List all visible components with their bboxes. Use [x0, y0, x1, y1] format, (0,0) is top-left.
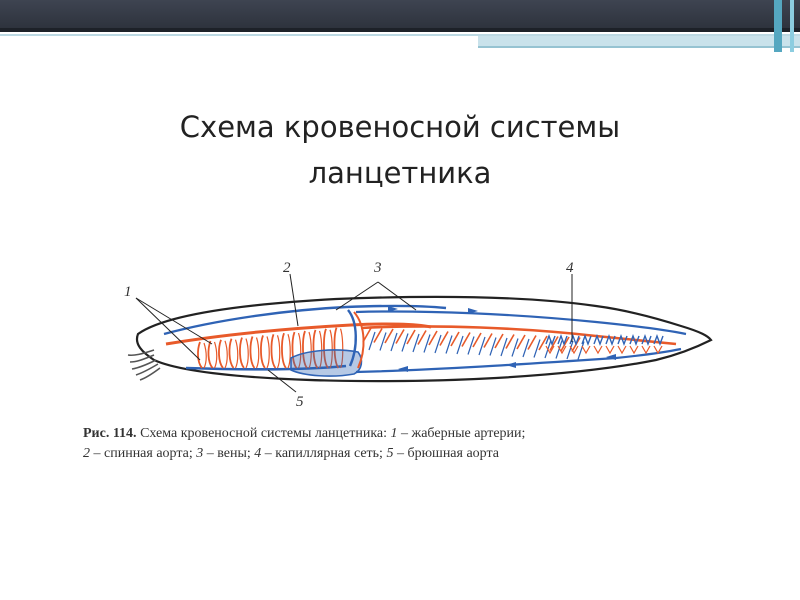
- artery-branch: [407, 330, 415, 344]
- pointer-2: [290, 274, 298, 326]
- accent-line-lower: [478, 46, 800, 48]
- artery-branch: [484, 334, 492, 348]
- slide-title-line-1: Схема кровеносной системы: [179, 110, 621, 144]
- gill-artery: [198, 342, 202, 368]
- flow-arrow: [506, 362, 516, 368]
- gill-artery: [229, 339, 233, 368]
- figure-label-3: 3: [374, 260, 382, 276]
- artery-branch: [396, 330, 404, 344]
- caption-line-2: [83, 444, 723, 464]
- capillary-loop: [630, 336, 639, 344]
- caption-t2: – спинная аорта;: [93, 446, 193, 461]
- figure-label-1: 1: [124, 284, 132, 300]
- caption-line-1: [83, 424, 723, 444]
- oral-tentacles: [128, 350, 160, 380]
- slide-title: [60, 104, 740, 196]
- caption-prefix: Рис. 114.: [83, 426, 137, 441]
- artery-branch: [440, 332, 448, 346]
- gill-artery-return: [225, 341, 227, 368]
- gill-artery: [271, 334, 275, 368]
- artery-branch: [473, 333, 481, 347]
- caption-n2: 2: [83, 446, 90, 461]
- caption-t1: – жаберные артерии;: [401, 426, 526, 441]
- pointer-5: [268, 370, 296, 392]
- vein-branch: [578, 342, 584, 360]
- figure-caption: [83, 424, 723, 464]
- side-accent-mark: [774, 0, 782, 52]
- gill-artery-return: [288, 334, 290, 368]
- gill-artery-return: [278, 335, 280, 368]
- caption-title: Схема кровеносной системы ланцетника:: [140, 426, 388, 441]
- slide-title-line-2: ланцетника: [308, 156, 492, 190]
- caption-n5: 5: [386, 446, 394, 461]
- caption-t3: – вены;: [206, 446, 251, 461]
- figure-label-4: 4: [566, 260, 574, 276]
- gill-artery: [261, 335, 265, 368]
- gill-artery: [250, 337, 254, 369]
- gill-artery: [240, 338, 244, 368]
- slide-top-bar: [0, 0, 800, 28]
- gill-artery: [219, 340, 223, 368]
- gill-artery-return: [257, 338, 259, 369]
- caption-n4: 4: [254, 446, 262, 461]
- lancelet-circulation-figure: [96, 252, 736, 422]
- pointer-1a: [136, 298, 212, 344]
- artery-branch: [374, 329, 382, 343]
- artery-branch: [385, 329, 393, 343]
- caption-n3: 3: [196, 446, 204, 461]
- capillary-loop-red: [582, 346, 590, 353]
- capillary-net: [546, 336, 663, 353]
- side-accent-mark-light: [790, 0, 794, 52]
- gill-artery: [208, 341, 212, 368]
- capillary-loop-red: [606, 346, 614, 353]
- capillary-loop: [642, 336, 651, 344]
- accent-block: [478, 36, 800, 46]
- caption-t4: – капиллярная сеть;: [264, 446, 383, 461]
- artery-branch: [517, 335, 525, 349]
- artery-branch: [528, 336, 536, 350]
- figure-drawing: [96, 252, 736, 422]
- artery-branch: [506, 335, 514, 349]
- flow-arrows: [388, 306, 616, 372]
- gill-artery-return: [267, 336, 269, 368]
- caption-n1: 1: [390, 426, 398, 441]
- artery-branch: [429, 331, 437, 345]
- gill-artery-return: [236, 340, 238, 368]
- gill-artery-return: [215, 342, 217, 368]
- gill-artery-return: [204, 343, 206, 368]
- figure-label-5: 5: [296, 394, 304, 410]
- capillary-loop-red: [594, 346, 602, 353]
- caption-t5: – брюшная аорта: [396, 446, 499, 461]
- artery-branch: [418, 331, 426, 345]
- artery-branch: [495, 334, 503, 348]
- gill-artery-return: [246, 339, 248, 368]
- figure-label-2: 2: [283, 260, 291, 276]
- capillary-loop-red: [630, 346, 638, 353]
- capillary-loop-red: [618, 346, 626, 353]
- slide-top-bar-edge: [0, 28, 800, 32]
- gill-artery: [282, 333, 286, 368]
- artery-branch: [451, 332, 459, 346]
- artery-branch: [462, 333, 470, 347]
- capillary-loop-red: [642, 346, 650, 353]
